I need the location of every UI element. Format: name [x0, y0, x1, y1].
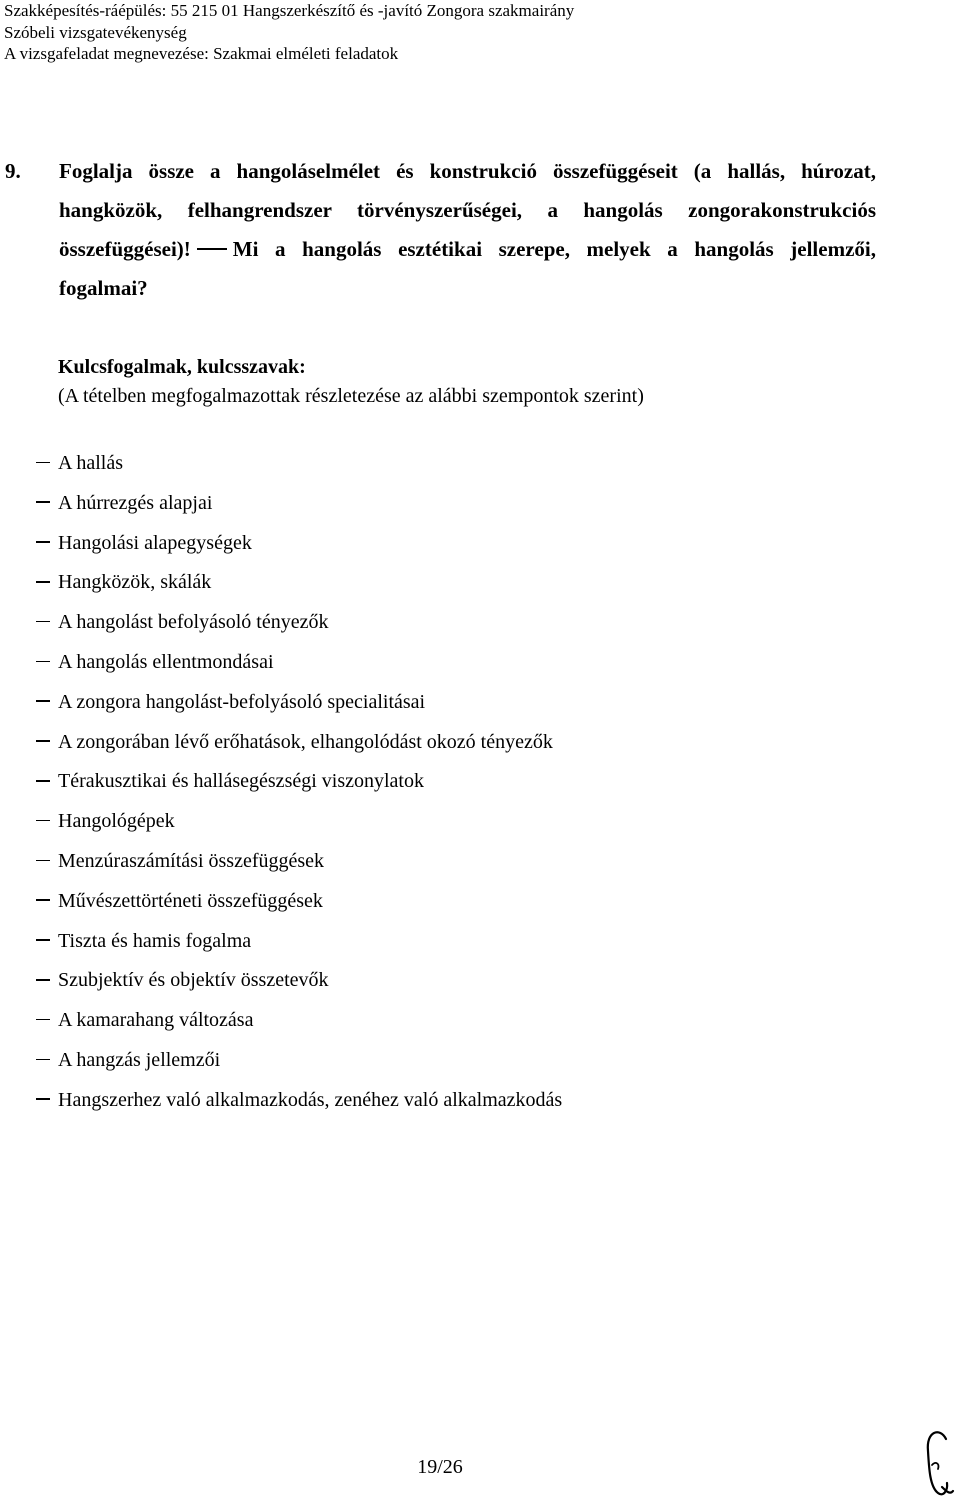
list-item: [36, 1047, 562, 1087]
list-item: [36, 848, 562, 888]
dash-bullet-icon: [36, 621, 50, 623]
list-item-text: Hangológépek: [58, 810, 175, 833]
list-item: [36, 490, 562, 530]
list-item: [36, 1007, 562, 1047]
list-item-text: A zongorában lévő erőhatások, elhangolódást okozó tényezők: [58, 730, 553, 753]
list-item: [36, 888, 562, 928]
page-header: [4, 0, 574, 65]
list-item: [36, 928, 562, 968]
list-item: [36, 569, 562, 609]
list-item: [36, 1087, 562, 1127]
dash-bullet-icon: [36, 820, 50, 822]
list-item: [36, 450, 562, 490]
list-item-text: Térakusztikai és hallásegészségi viszonylatok: [58, 770, 424, 793]
dash-bullet-icon: [36, 1098, 50, 1100]
keywords-subtitle: (A tételben megfogalmazottak részletezése az alábbi szempontok szerint): [58, 385, 644, 407]
em-dash: [197, 248, 227, 250]
dash-bullet-icon: [36, 1019, 50, 1021]
question-part-1: Foglalja össze a hangoláselmélet és konstrukció összefüggéseit (a hallás, húrozat, hangközök, felhangrendszer törvényszerűségei, a hangolás zongorakonstrukciós összefüggései)!: [59, 159, 876, 261]
list-item: [36, 689, 562, 729]
header-qualification: Szakképesítés-ráépülés: 55 215 01 Hangszerkészítő és -javító Zongora szakmairány: [4, 1, 575, 20]
signature-mark: [920, 1425, 956, 1501]
dash-bullet-icon: [36, 979, 50, 981]
list-item-text: A húrrezgés alapjai: [58, 491, 213, 514]
question-block: [5, 152, 876, 308]
list-item-text: Hangszerhez való alkalmazkodás, zenéhez való alkalmazkodás: [58, 1088, 563, 1111]
list-item-text: Szubjektív és objektív összetevők: [58, 969, 329, 992]
list-item-text: Menzúraszámítási összefüggések: [58, 849, 325, 872]
list-item: [36, 649, 562, 689]
list-item-text: Tiszta és hamis fogalma: [58, 929, 252, 952]
list-item-text: Hangolási alapegységek: [58, 531, 252, 554]
list-item-text: Hangközök, skálák: [58, 571, 212, 594]
dash-bullet-icon: [36, 700, 50, 702]
keywords-title: Kulcsfogalmak, kulcsszavak:: [58, 356, 306, 378]
dash-bullet-icon: [36, 501, 50, 503]
list-item-text: A kamarahang változása: [58, 1009, 254, 1032]
keyword-list: [36, 450, 562, 1127]
question-part-2: Mi a hangolás esztétikai szerepe, melyek a hangolás jellemzői, fogalmai?: [59, 237, 876, 300]
dash-bullet-icon: [36, 939, 50, 941]
dash-bullet-icon: [36, 1059, 50, 1061]
list-item-text: A hallás: [58, 452, 123, 474]
dash-bullet-icon: [36, 581, 50, 583]
list-item-text: Művészettörténeti összefüggések: [58, 889, 323, 912]
list-item: [36, 967, 562, 1007]
dash-bullet-icon: [36, 860, 50, 862]
page-number: 19/26: [417, 1456, 463, 1478]
list-item: [36, 729, 562, 769]
dash-bullet-icon: [36, 780, 50, 782]
dash-bullet-icon: [36, 462, 50, 464]
list-item: [36, 609, 562, 649]
header-task-name: A vizsgafeladat megnevezése: Szakmai elméleti feladatok: [4, 44, 399, 63]
dash-bullet-icon: [36, 661, 50, 663]
question-text: [59, 152, 876, 308]
dash-bullet-icon: [36, 541, 50, 543]
list-item-text: A hangzás jellemzői: [58, 1048, 221, 1071]
dash-bullet-icon: [36, 899, 50, 901]
list-item: [36, 768, 562, 808]
list-item-text: A hangolást befolyásoló tényezők: [58, 611, 329, 634]
dash-bullet-icon: [36, 740, 50, 742]
list-item-text: A hangolás ellentmondásai: [58, 650, 274, 673]
list-item: [36, 530, 562, 570]
header-exam-type: Szóbeli vizsgatevékenység: [4, 22, 187, 42]
list-item-text: A zongora hangolást-befolyásoló specialitásai: [58, 690, 426, 713]
list-item: [36, 808, 562, 848]
question-number: 9.: [5, 159, 21, 183]
